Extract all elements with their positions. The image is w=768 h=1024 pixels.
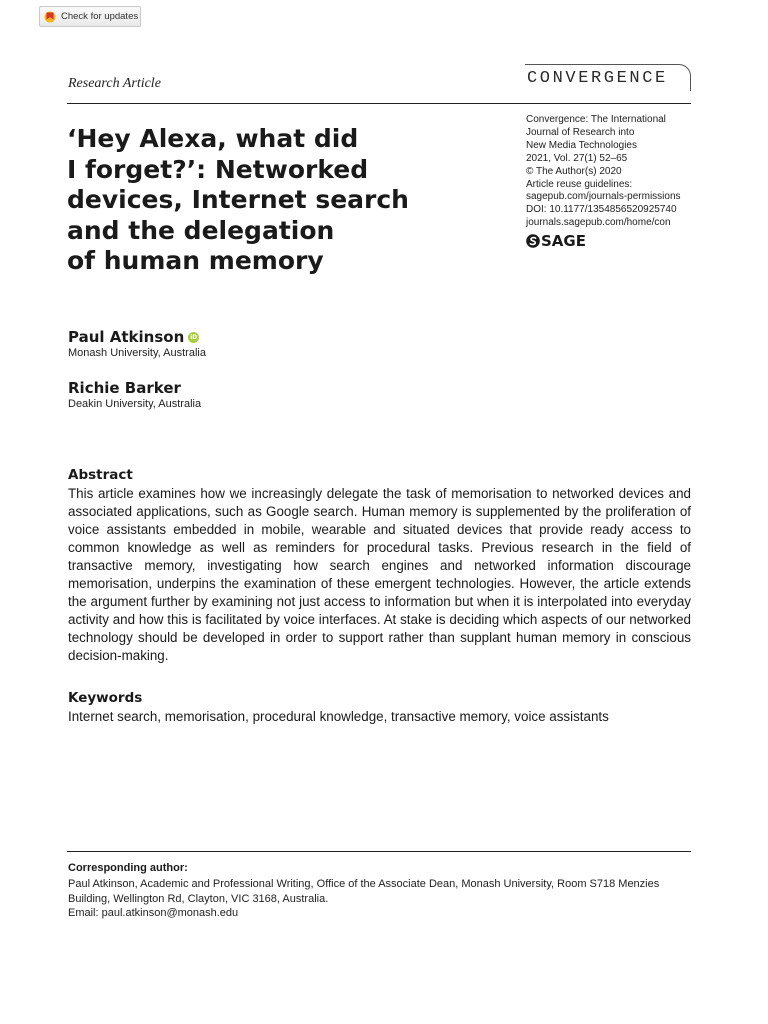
sage-logo-icon	[526, 234, 540, 248]
meta-line: Article reuse guidelines:	[526, 178, 633, 190]
meta-line: Convergence: The International	[526, 114, 666, 125]
doi-link[interactable]: DOI: 10.1177/1354856520925740	[526, 204, 677, 216]
corresponding-email[interactable]: Email: paul.atkinson@monash.edu	[68, 907, 239, 919]
author-name	[68, 328, 206, 346]
author-name	[68, 379, 201, 397]
keywords-heading: Keywords	[68, 690, 143, 706]
abstract-heading: Abstract	[68, 467, 133, 483]
journal-logo	[525, 64, 691, 91]
article-title: ‘Hey Alexa, what did I forget?’: Networked devices, Internet search and the delegation of human memory	[67, 124, 409, 275]
publisher-logo	[526, 232, 586, 250]
journal-home-link[interactable]: journals.sagepub.com/home/con	[526, 217, 671, 229]
abstract-text: This article examines how we increasingly delegate the task of memorisation to networked devices and associated applications, such as Google search. Human memory is supplemented by the proliferation of voice assistants embedded in mobile, wearable and situated devices that provide ready access to common knowledge as well as reminders for procedural tasks. Previous research in the field of transactive memory, investigating how search engines and networked information discourage memorisation, underpins the examination of these emergent technologies. However, the article extends the argument further by examining not just access to information but when it is interpolated into everyday activity and how this is facilitated by voice interfaces. At stake is deciding which aspects of our networked technology should be developed in order to support rather than supplant human memory in conscious decision-making.	[68, 486, 691, 663]
article-type: Research Article	[68, 76, 161, 91]
author-block	[68, 379, 201, 410]
author-block	[68, 328, 206, 359]
corresponding-author-heading: Corresponding author:	[68, 862, 188, 874]
author-name-text: Richie Barker	[68, 379, 181, 397]
corresponding-author-details	[68, 877, 698, 921]
author-name-text: Paul Atkinson	[68, 328, 185, 346]
meta-line: Journal of Research into	[526, 126, 635, 138]
corresponding-address-line: Paul Atkinson, Academic and Professional Writing, Office of the Associate Dean, Monash University, Room S718 Menzies	[68, 878, 660, 890]
crossmark-icon	[44, 11, 56, 23]
author-affiliation: Deakin University, Australia	[68, 398, 202, 410]
permissions-link[interactable]: sagepub.com/journals-permissions	[526, 191, 681, 203]
header-rule	[67, 103, 691, 104]
author-affiliation: Monash University, Australia	[68, 347, 206, 359]
check-for-updates-label: Check for updates	[61, 11, 139, 22]
orcid-icon[interactable]: iD	[190, 333, 198, 341]
meta-line: New Media Technologies	[526, 139, 637, 151]
journal-logo-text: CONVERGENCE	[527, 69, 668, 88]
footer-rule	[67, 851, 691, 852]
check-for-updates-button[interactable]	[39, 6, 141, 27]
meta-line: 2021, Vol. 27(1) 52–65	[526, 152, 628, 164]
journal-metadata	[526, 114, 706, 230]
keywords-text: Internet search, memorisation, procedural knowledge, transactive memory, voice assistants	[68, 709, 609, 724]
corresponding-address-line: Building, Wellington Rd, Clayton, VIC 3168, Australia.	[68, 892, 329, 905]
publisher-logo-text: SAGE	[541, 232, 586, 250]
meta-line: © The Author(s) 2020	[526, 165, 622, 177]
